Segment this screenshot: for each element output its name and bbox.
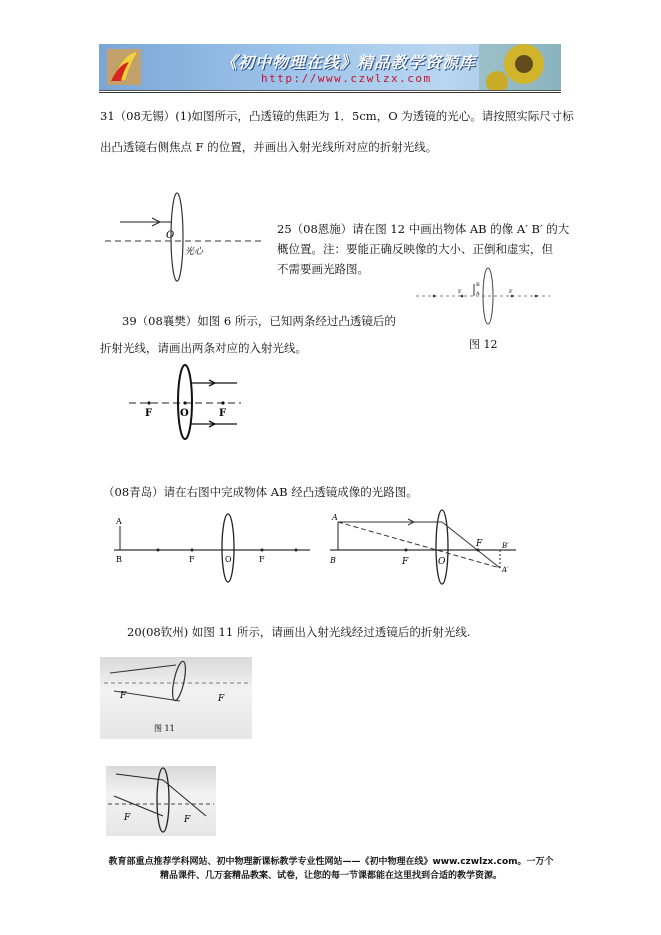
foliage — [479, 44, 561, 90]
label-f1: F — [402, 557, 409, 567]
convex-lens — [222, 514, 234, 582]
label-f2: F — [476, 539, 483, 549]
point-f-left — [191, 549, 194, 552]
label-f-left: F — [124, 813, 131, 823]
footer-line1: 教育部重点推荐学科网站、初中物理新课标教学专业性网站——《初中物理在线》www.czwlzx.com。一万个 — [108, 857, 554, 867]
label-b-prime: B′ — [502, 542, 509, 550]
q39-line2: 折射光线，请画出两条对应的入射光线。 — [100, 341, 307, 355]
label-f1: F — [458, 289, 462, 295]
label-o: O — [225, 555, 232, 564]
label-a: A — [332, 513, 338, 522]
label-b: B — [476, 282, 480, 288]
q31-lens-diagram — [100, 190, 270, 290]
header-banner — [99, 44, 561, 91]
label-f1: F — [189, 555, 195, 564]
qingdao-line1: （08青岛）请在右图中完成物体 AB 经凸透镜成像的光路图。 — [103, 485, 418, 499]
focus-right — [221, 401, 224, 404]
label-f-left: F — [145, 408, 153, 419]
label-o: O — [438, 557, 446, 567]
footer-line2: 精品课件、几万套精品教案、试卷，让您的每一节课都能在这里找到合适的教学资源。 — [159, 871, 502, 881]
q20-photo1-drawing — [100, 657, 252, 739]
banner-url[interactable]: http://www.czwlzx.com — [261, 72, 432, 85]
label-f2: F — [259, 555, 265, 564]
figure-12-caption: 图 12 — [469, 338, 498, 351]
q25-line2: 概位置。注：要能正确反映像的大小、正倒和虚实，但 — [277, 242, 553, 256]
label-f2: F — [509, 289, 513, 295]
label-o: O — [166, 230, 175, 241]
point-f-left — [405, 549, 408, 552]
label-b: B — [330, 556, 336, 565]
q20-line1: 20(08钦州) 如图 11 所示，请画出入射光线经过透镜后的折射光线. — [127, 625, 471, 639]
point-f-right — [261, 549, 264, 552]
qingdao-left-diagram — [112, 510, 312, 585]
q25-line3: 不需要画光路图。 — [277, 262, 369, 276]
q39-line1: 39（08襄樊）如图 6 所示，已知两条经过凸透镜后的 — [122, 314, 396, 328]
q25-line1: 25（08恩施）请在图 12 中画出物体 AB 的像 A′ B′ 的大 — [277, 222, 570, 236]
label-a: A — [116, 517, 122, 526]
label-a: A — [476, 291, 480, 297]
point — [157, 549, 160, 552]
label-f-right: F — [219, 408, 227, 419]
q31-line2: 出凸透镜右侧焦点 F 的位置，并画出入射光线所对应的折射光线。 — [100, 140, 438, 154]
label-f-left: F — [120, 691, 127, 701]
point-f-right — [511, 295, 514, 298]
incident-ray-1 — [110, 665, 176, 673]
label-f-right: F — [184, 815, 191, 825]
q25-figure-12 — [412, 266, 552, 331]
point — [295, 549, 298, 552]
q20-photo-2 — [106, 766, 216, 836]
label-o: O — [180, 408, 189, 419]
q20-photo-figure-11 — [100, 657, 252, 739]
point-f-left — [461, 295, 464, 298]
convex-lens — [436, 510, 448, 584]
convex-lens — [170, 660, 188, 701]
refracted-ray — [442, 522, 500, 568]
qingdao-right-diagram — [328, 506, 518, 586]
optical-center — [183, 401, 186, 404]
q39-figure-6 — [125, 362, 245, 444]
header-rule — [99, 92, 561, 93]
point — [433, 295, 436, 298]
convex-lens — [157, 768, 169, 832]
banner-title: 《初中物理在线》精品教学资源库 — [221, 53, 477, 72]
figure-11-caption: 图 11 — [154, 724, 175, 733]
label-optical-center: 光心 — [185, 247, 204, 257]
point — [535, 295, 538, 298]
q31-line1: 31（08无锡）(1)如图所示，凸透镜的焦距为 1．5cm，O 为透镜的光心。请按照实际尺寸标 — [100, 109, 574, 123]
q20-photo2-drawing — [106, 766, 216, 836]
label-b: B — [116, 555, 122, 564]
incident-ray-1 — [116, 774, 163, 780]
label-a-prime: A′ — [502, 566, 509, 574]
incident-ray-2 — [114, 796, 163, 816]
label-f-right: F — [218, 694, 225, 704]
focus-left — [147, 401, 150, 404]
